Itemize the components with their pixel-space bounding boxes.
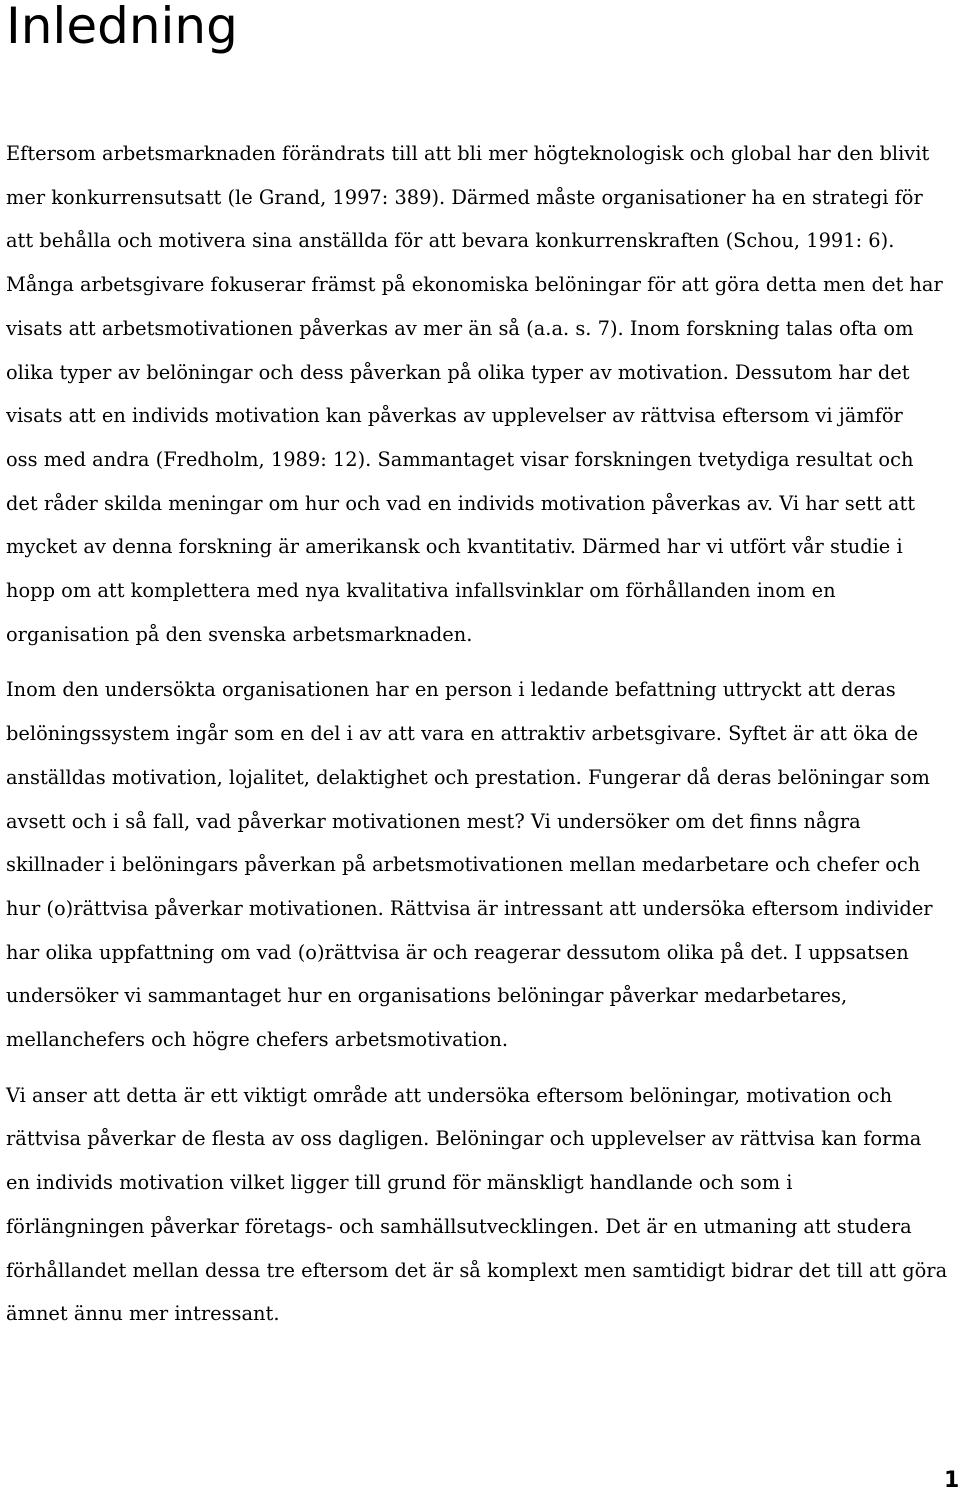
text-line: hopp om att komplettera med nya kvalitativa infallsvinklar om förhållanden inom en: [6, 579, 836, 603]
text-line: Inom den undersökta organisationen har en person i ledande befattning uttryckt att deras: [6, 678, 896, 702]
text-line: ämnet ännu mer intressant.: [6, 1302, 280, 1326]
text-line: organisation på den svenska arbetsmarknaden.: [6, 622, 473, 646]
page-number: 1: [944, 1468, 960, 1493]
text-line: mycket av denna forskning är amerikansk och kvantitativ. Därmed har vi utfört vår studie i: [6, 535, 903, 559]
page-title: Inledning: [6, 0, 238, 55]
text-line: oss med andra (Fredholm, 1989: 12). Sammantaget visar forskningen tvetydiga resultat och: [6, 447, 914, 471]
text-line: det råder skilda meningar om hur och vad en individs motivation påverkas av. Vi har sett att: [6, 491, 916, 515]
text-line: olika typer av belöningar och dess påverkan på olika typer av motivation. Dessutom har det: [6, 360, 910, 384]
text-line: mellanchefers och högre chefers arbetsmotivation.: [6, 1028, 509, 1052]
text-line: förlängningen påverkar företags- och samhällsutvecklingen. Det är en utmaning att studera: [6, 1214, 912, 1238]
text-line: Många arbetsgivare fokuserar främst på ekonomiska belöningar för att göra detta men det har: [6, 273, 943, 297]
text-line: undersöker vi sammantaget hur en organisations belöningar påverkar medarbetares,: [6, 984, 848, 1008]
text-line: hur (o)rättvisa påverkar motivationen. Rättvisa är intressant att undersöka eftersom individer: [6, 896, 933, 920]
text-line: skillnader i belöningars påverkan på arbetsmotivationen mellan medarbetare och chefer och: [6, 853, 921, 877]
text-line: förhållandet mellan dessa tre eftersom det är så komplext men samtidigt bidrar det till att göra: [6, 1258, 948, 1282]
text-line: rättvisa påverkar de flesta av oss dagligen. Belöningar och upplevelser av rättvisa kan forma: [6, 1127, 922, 1151]
text-line: har olika uppfattning om vad (o)rättvisa är och reagerar dessutom olika på det. I uppsatsen: [6, 940, 909, 964]
document-body: [6, 132, 958, 1348]
text-line: mer konkurrensutsatt (le Grand, 1997: 389). Därmed måste organisationer ha en strategi för: [6, 185, 923, 209]
text-line: Vi anser att detta är ett viktigt område att undersöka eftersom belöningar, motivation och: [6, 1083, 893, 1107]
text-line: avsett och i så fall, vad påverkar motivationen mest? Vi undersöker om det finns några: [6, 809, 861, 833]
text-line: belöningssystem ingår som en del i av att vara en attraktiv arbetsgivare. Syftet är att öka de: [6, 722, 919, 746]
paragraph-2: [6, 668, 958, 1061]
text-line: visats att arbetsmotivationen påverkas av mer än så (a.a. s. 7). Inom forskning talas ofta om: [6, 316, 914, 340]
text-line: visats att en individs motivation kan påverkas av upplevelser av rättvisa eftersom vi jämför: [6, 404, 903, 428]
paragraph-3: [6, 1074, 958, 1336]
paragraph-1: [6, 132, 958, 656]
text-line: anställdas motivation, lojalitet, delaktighet och prestation. Fungerar då deras belöningar som: [6, 765, 930, 789]
text-line: en individs motivation vilket ligger till grund för mänskligt handlande och som i: [6, 1171, 793, 1195]
text-line: att behålla och motivera sina anställda för att bevara konkurrenskraften (Schou, 1991: 6).: [6, 229, 895, 253]
text-line: Eftersom arbetsmarknaden förändrats till att bli mer högteknologisk och global har den blivit: [6, 142, 930, 165]
